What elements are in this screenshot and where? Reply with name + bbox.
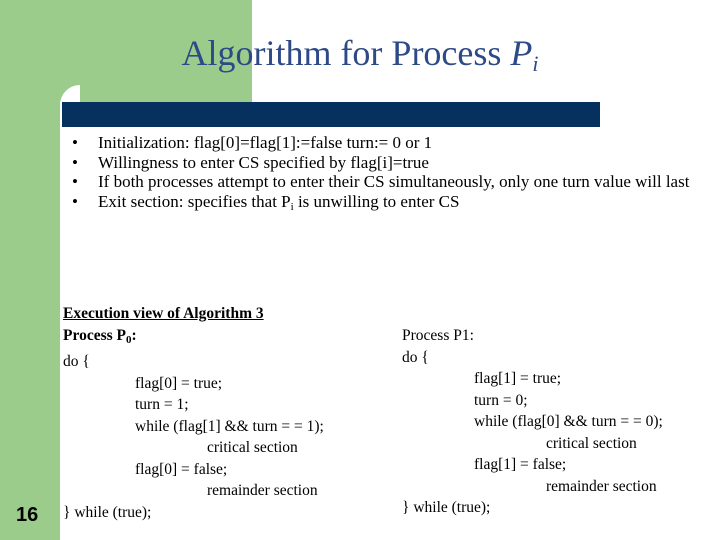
code-line: flag[1] = false;: [474, 456, 567, 473]
code-line: remainder section: [546, 477, 657, 495]
process-1-label: Process P1:: [402, 327, 474, 344]
code-line: flag[0] = false;: [135, 460, 228, 478]
code-line: while (flag[0] && turn = = 0);: [474, 413, 663, 430]
bullet-text-pre: Exit section: specifies that P: [98, 191, 291, 211]
bullet-dot-icon: •: [72, 133, 78, 152]
code-line: critical section: [546, 434, 637, 452]
code-line: do {: [402, 348, 429, 366]
process-0-label: Process P0:: [63, 326, 137, 346]
code-line: do {: [63, 353, 90, 370]
code-line: flag[0] = true;: [135, 374, 223, 392]
page-number: 16: [16, 504, 39, 526]
slide-title: [0, 32, 720, 77]
bullet-text-post: is unwilling to enter CS: [293, 191, 460, 211]
code-line: } while (true);: [63, 503, 152, 521]
code-line: turn = 0;: [474, 391, 528, 409]
bullet-item: [72, 192, 712, 218]
title-text: Algorithm for Process: [181, 33, 511, 73]
title-divider-bar: [62, 102, 600, 127]
bullet-item: [72, 153, 712, 173]
bullet-text: Willingness to enter CS specified by flag[i]=true: [98, 152, 429, 172]
title-variable: P: [510, 33, 533, 73]
title-subscript: i: [532, 51, 539, 76]
code-line: flag[1] = true;: [474, 370, 562, 387]
bullet-subscript: i: [290, 200, 294, 213]
code-line: critical section: [207, 439, 298, 456]
code-line: remainder section: [207, 482, 318, 499]
bullet-item: [72, 172, 712, 192]
code-line: turn = 1;: [135, 396, 189, 413]
exec-view-heading: Execution view of Algorithm 3: [63, 305, 264, 322]
bullet-dot-icon: •: [72, 152, 78, 172]
process-0-code: [63, 303, 324, 523]
left-accent-bar: [0, 0, 60, 540]
bullet-item: [72, 133, 712, 153]
bullet-text: If both processes attempt to enter their CS simultaneously, only one turn value will last: [98, 172, 690, 191]
bullet-list: [72, 133, 712, 217]
bullet-text: Initialization: flag[0]=flag[1]:=false turn:= 0 or 1: [98, 133, 433, 152]
bullet-dot-icon: •: [72, 191, 78, 211]
bullet-dot-icon: •: [72, 172, 78, 191]
process-1-code: [402, 325, 663, 519]
code-line: while (flag[1] && turn = = 1);: [135, 417, 324, 435]
code-line: } while (true);: [402, 499, 491, 516]
